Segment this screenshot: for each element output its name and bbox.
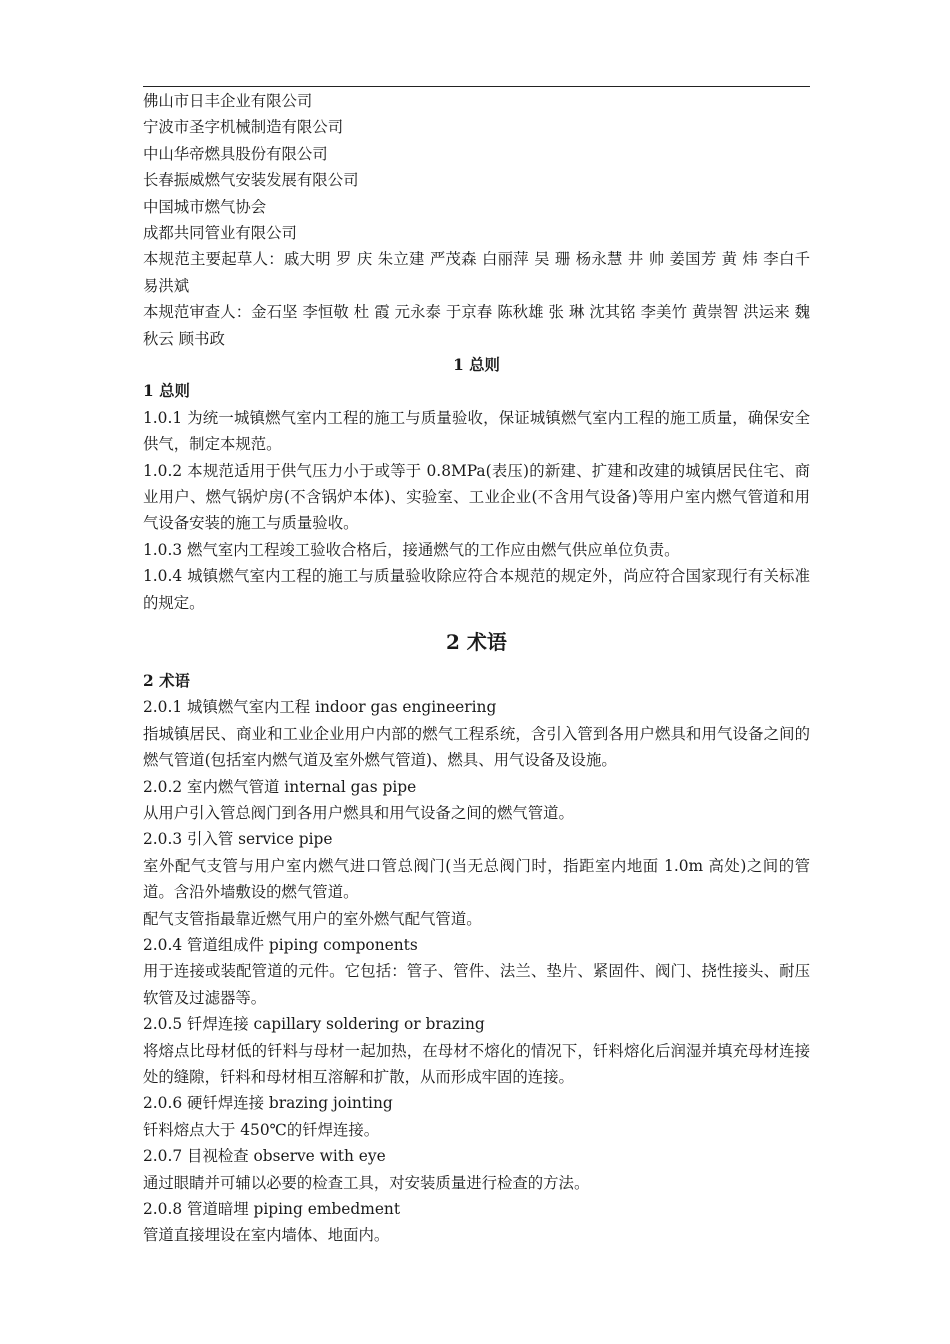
drafters-paragraph: 本规范主要起草人：戚大明 罗 庆 朱立建 严茂森 白丽萍 吴 珊 杨永慧 井 帅 姜国芳 黄 炜 李白千 易洪斌 bbox=[143, 250, 810, 295]
chapter2-title: 2 术语 bbox=[446, 630, 507, 655]
term-2-0-5-body: 将熔点比母材低的钎料与母材一起加热，在母材不熔化的情况下，钎料熔化后润湿并填充母材连接处的缝隙，钎料和母材相互溶解和扩散，从而形成牢固的连接。 bbox=[143, 1041, 810, 1087]
chapter2-heading: 2 术语 bbox=[143, 672, 190, 691]
term-2-0-8-head: 2.0.8 管道暗埋 piping embedment bbox=[143, 1200, 401, 1219]
organization-line: 成都共同管业有限公司 bbox=[143, 223, 297, 242]
term-2-0-2-body: 从用户引入管总阀门到各用户燃具和用气设备之间的燃气管道。 bbox=[143, 804, 574, 822]
document-page bbox=[143, 0, 810, 1344]
chapter1-center-heading: 1 总则 bbox=[453, 355, 500, 374]
reviewers-paragraph: 本规范审查人：金石坚 李恒敬 杜 霞 元永泰 于京春 陈秋雄 张 琳 沈其铭 李美竹 黄崇智 洪运来 魏秋云 顾书政 bbox=[143, 303, 810, 348]
term-2-0-7-body: 通过眼睛并可辅以必要的检查工具，对安装质量进行检查的方法。 bbox=[143, 1173, 590, 1192]
term-2-0-1-body: 指城镇居民、商业和工业企业用户内部的燃气工程系统，含引入管到各用户燃具和用气设备之间的燃气管道(包括室内燃气道及室外燃气管道)、燃具、用气设备及设施。 bbox=[143, 724, 810, 770]
term-2-0-4-head: 2.0.4 管道组成件 piping components bbox=[143, 936, 418, 955]
term-2-0-3-head: 2.0.3 引入管 service pipe bbox=[143, 830, 333, 849]
term-2-0-8-body: 管道直接埋设在室内墙体、地面内。 bbox=[143, 1226, 390, 1245]
term-2-0-5-head: 2.0.5 钎焊连接 capillary soldering or brazing bbox=[143, 1015, 485, 1034]
organization-line: 中国城市燃气协会 bbox=[143, 197, 267, 216]
clause-1-0-1: 1.0.1 为统一城镇燃气室内工程的施工与质量验收，保证城镇燃气室内工程的施工质量，确保安全供气，制定本规范。 bbox=[143, 408, 810, 454]
header-rule bbox=[143, 86, 810, 87]
organization-line: 长春振威燃气安装发展有限公司 bbox=[143, 171, 359, 190]
term-2-0-2-head: 2.0.2 室内燃气管道 internal gas pipe bbox=[143, 777, 417, 796]
organization-line: 中山华帝燃具股份有限公司 bbox=[143, 144, 328, 163]
clause-1-0-3: 1.0.3 燃气室内工程竣工验收合格后，接通燃气的工作应由燃气供应单位负责。 bbox=[143, 540, 680, 559]
term-2-0-1-head: 2.0.1 城镇燃气室内工程 indoor gas engineering bbox=[143, 698, 497, 717]
document-content bbox=[143, 88, 810, 1249]
term-2-0-6-body: 钎料熔点大于 450℃的钎焊连接。 bbox=[143, 1120, 380, 1139]
term-2-0-3-body-extra: 配气支管指最靠近燃气用户的室外燃气配气管道。 bbox=[143, 909, 482, 928]
term-2-0-3-body: 室外配气支管与用户室内燃气进口管总阀门(当无总阀门时，指距室内地面 1.0m 高处)之间的管道。含沿外墙敷设的燃气管道。 bbox=[143, 856, 810, 902]
clause-1-0-2: 1.0.2 本规范适用于供气压力小于或等于 0.8MPa(表压)的新建、扩建和改建的城镇居民住宅、商业用户、燃气锅炉房(不含锅炉本体)、实验室、工业企业(不含用气设备)等用户室内燃气管道和用气设备安装的施工与质量验收。 bbox=[143, 461, 810, 533]
chapter1-heading: 1 总则 bbox=[143, 382, 190, 401]
organization-line: 佛山市日丰企业有限公司 bbox=[143, 92, 313, 110]
term-2-0-7-head: 2.0.7 目视检查 observe with eye bbox=[143, 1147, 386, 1166]
term-2-0-6-head: 2.0.6 硬钎焊连接 brazing jointing bbox=[143, 1094, 393, 1113]
term-2-0-4-body: 用于连接或装配管道的元件。它包括：管子、管件、法兰、垫片、紧固件、阀门、挠性接头、耐压软管及过滤器等。 bbox=[143, 962, 810, 1007]
clause-1-0-4: 1.0.4 城镇燃气室内工程的施工与质量验收除应符合本规范的规定外，尚应符合国家现行有关标准的规定。 bbox=[143, 567, 810, 612]
organization-line: 宁波市圣字机械制造有限公司 bbox=[143, 118, 344, 137]
